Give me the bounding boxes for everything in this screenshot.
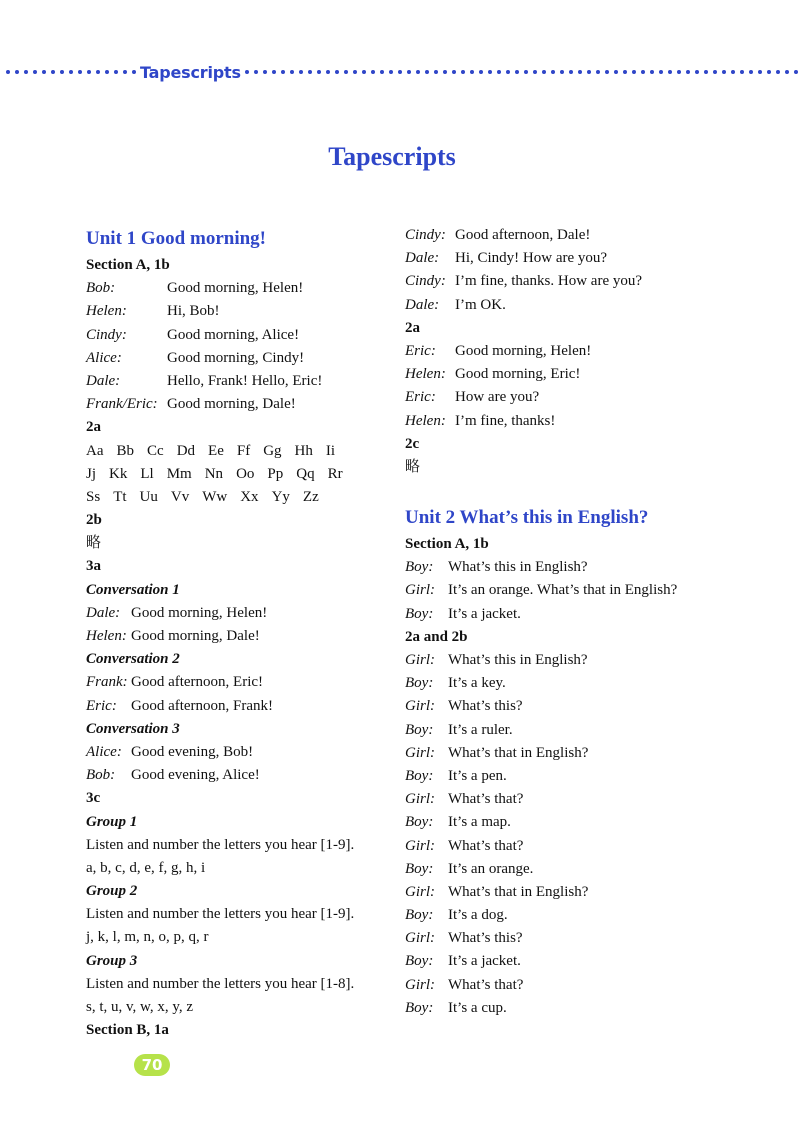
dot-divider [596, 70, 600, 74]
letter-pair: Qq [296, 465, 315, 482]
speaker-name: Girl: [405, 837, 435, 854]
speaker-name: Alice: [86, 349, 122, 366]
dialog-text: It’s a jacket. [448, 953, 521, 970]
letter-pair: Ll [140, 465, 154, 482]
letter-pair: Zz [302, 488, 319, 505]
dialog-line [86, 741, 386, 764]
dot-divider [132, 70, 136, 74]
letter-pair: Oo [236, 465, 255, 482]
dot-divider [785, 70, 789, 74]
dot-divider [452, 70, 456, 74]
conversation-3 [86, 741, 386, 787]
letter-pair: Ww [202, 488, 228, 505]
speaker-name: Boy: [405, 605, 434, 622]
conversation-title: Conversation 1 [86, 581, 180, 598]
dialog-line [405, 927, 785, 950]
unit2-dialog-2a2b [405, 649, 785, 1020]
group-instruction: Listen and number the letters you hear [1-8]. [86, 975, 355, 992]
dot-divider [114, 70, 118, 74]
speaker-name: Eric: [86, 697, 117, 714]
dot-divider [24, 70, 28, 74]
group-letters: s, t, u, v, w, x, y, z [86, 999, 194, 1015]
dialog-text: Good morning, Helen! [455, 342, 592, 359]
dialog-line [405, 904, 785, 927]
alphabet-row [86, 486, 386, 509]
dot-divider [308, 70, 312, 74]
dot-divider [713, 70, 717, 74]
dialog-line [405, 224, 785, 247]
speaker-name: Frank: [86, 674, 128, 691]
dot-divider [60, 70, 64, 74]
dot-divider [123, 70, 127, 74]
dialog-text: What’s that in English? [448, 883, 589, 900]
spacer [405, 479, 785, 503]
dialog-line [86, 602, 386, 625]
dot-divider [245, 70, 249, 74]
dot-divider [263, 70, 267, 74]
dot-divider [740, 70, 744, 74]
dot-divider [533, 70, 537, 74]
dot-divider [425, 70, 429, 74]
alphabet-row [86, 463, 386, 486]
dot-divider [407, 70, 411, 74]
dot-divider [605, 70, 609, 74]
letter-pair: Xx [240, 488, 259, 505]
speaker-name: Eric: [405, 389, 436, 406]
dialog-line [86, 370, 386, 393]
dot-divider [281, 70, 285, 74]
dot-divider [758, 70, 762, 74]
dot-divider [641, 70, 645, 74]
dialog-text: Good morning, Cindy! [167, 349, 305, 366]
dialog-text: Good afternoon, Frank! [131, 697, 274, 714]
dot-divider [42, 70, 46, 74]
group-instruction: Listen and number the letters you hear [1-9]. [86, 906, 355, 923]
exercise-heading: 3a [86, 558, 101, 575]
dialog-1b [86, 277, 386, 416]
section-b-2a-dialog [405, 340, 785, 433]
dialog-line [86, 347, 386, 370]
page-number-badge: 70 [134, 1054, 170, 1076]
omitted-text: 略 [405, 458, 421, 475]
dialog-text: It’s a pen. [448, 767, 507, 784]
speaker-name: Helen: [405, 412, 446, 429]
group-title: Group 1 [86, 813, 138, 830]
conversation-1 [86, 602, 386, 648]
speaker-name: Girl: [405, 582, 435, 599]
running-header [0, 60, 800, 84]
speaker-name: Boy: [405, 721, 434, 738]
dialog-line [405, 835, 785, 858]
dot-divider [677, 70, 681, 74]
dot-divider [776, 70, 780, 74]
speaker-name: Cindy: [405, 227, 446, 243]
dialog-text: It’s a map. [448, 814, 511, 831]
dot-divider [290, 70, 294, 74]
letter-pair: Bb [116, 442, 135, 459]
dialog-text: I’m OK. [455, 296, 506, 313]
speaker-name: Boy: [405, 999, 434, 1016]
speaker-name: Girl: [405, 930, 435, 947]
dot-divider [749, 70, 753, 74]
letter-pair: Rr [327, 465, 343, 482]
speaker-name: Boy: [405, 860, 434, 877]
speaker-name: Girl: [405, 744, 435, 761]
dot-divider [254, 70, 258, 74]
dot-divider [434, 70, 438, 74]
dot-divider [632, 70, 636, 74]
speaker-name: Cindy: [86, 326, 127, 343]
header-dots-left [0, 70, 140, 74]
dot-divider [479, 70, 483, 74]
dot-divider [560, 70, 564, 74]
dot-divider [78, 70, 82, 74]
speaker-name: Girl: [405, 883, 435, 900]
letter-pair: Nn [204, 465, 224, 482]
dialog-line [405, 672, 785, 695]
dialog-line [405, 270, 785, 293]
dialog-text: What’s this? [448, 930, 523, 947]
dialog-line [405, 765, 785, 788]
dot-divider [524, 70, 528, 74]
dialog-line [405, 247, 785, 270]
speaker-name: Dale: [405, 296, 440, 313]
dot-divider [389, 70, 393, 74]
alphabet-row [86, 440, 386, 463]
running-header-label: Tapescripts [140, 62, 241, 82]
dialog-text: It’s a ruler. [448, 721, 513, 738]
speaker-name: Boy: [405, 907, 434, 924]
dialog-text: What’s that? [448, 791, 524, 808]
section-b-dialog [405, 224, 785, 317]
dot-divider [686, 70, 690, 74]
exercise-heading: 2a [86, 419, 101, 436]
dialog-text: I’m fine, thanks! [455, 412, 556, 429]
letter-pair: Tt [113, 488, 127, 505]
dot-divider [704, 70, 708, 74]
dialog-line [86, 625, 386, 648]
dot-divider [497, 70, 501, 74]
speaker-name: Girl: [405, 791, 435, 808]
dot-divider [335, 70, 339, 74]
letter-pair: Uu [139, 488, 158, 505]
group-title: Group 2 [86, 883, 138, 900]
dialog-line [86, 695, 386, 718]
speaker-name: Helen: [86, 303, 127, 320]
dot-divider [353, 70, 357, 74]
dialog-text: Hello, Frank! Hello, Eric! [167, 372, 323, 389]
dot-divider [668, 70, 672, 74]
dialog-line [405, 974, 785, 997]
speaker-name: Boy: [405, 953, 434, 970]
conversation-2 [86, 671, 386, 717]
dot-divider [650, 70, 654, 74]
letter-pair: Jj [86, 465, 97, 482]
dialog-text: It’s an orange. [448, 860, 534, 877]
dialog-line [405, 410, 785, 433]
section-heading: Section B, 1a [86, 1022, 169, 1039]
dialog-line [405, 603, 785, 626]
letter-pair: Mm [166, 465, 192, 482]
dialog-line [86, 393, 386, 416]
dot-divider [326, 70, 330, 74]
dialog-line [405, 811, 785, 834]
letter-pair: Hh [294, 442, 313, 459]
dialog-line [86, 277, 386, 300]
speaker-name: Bob: [86, 767, 116, 784]
speaker-name: Eric: [405, 342, 436, 359]
dot-divider [272, 70, 276, 74]
dialog-text: How are you? [455, 389, 540, 406]
letter-pair: Dd [176, 442, 196, 459]
dialog-line [86, 764, 386, 787]
dot-divider [371, 70, 375, 74]
dot-divider [443, 70, 447, 74]
dot-divider [488, 70, 492, 74]
speaker-name: Girl: [405, 976, 435, 993]
letter-pair: Ff [236, 442, 251, 459]
dialog-line [405, 788, 785, 811]
dot-divider [587, 70, 591, 74]
dialog-line [86, 671, 386, 694]
dot-divider [51, 70, 55, 74]
dialog-text: It’s a cup. [448, 999, 507, 1016]
speaker-name: Dale: [86, 604, 121, 621]
dialog-line [405, 858, 785, 881]
unit2-title: Unit 2 What’s this in English? [405, 507, 649, 529]
speaker-name: Boy: [405, 767, 434, 784]
dialog-line [405, 695, 785, 718]
dot-divider [659, 70, 663, 74]
dot-divider [461, 70, 465, 74]
dot-divider [87, 70, 91, 74]
dialog-text: Good morning, Eric! [455, 366, 581, 383]
letter-pair: Vv [170, 488, 190, 505]
exercise-heading: 2c [405, 435, 420, 452]
exercise-heading: 3c [86, 790, 101, 807]
speaker-name: Cindy: [405, 273, 446, 290]
group-title: Group 3 [86, 952, 138, 969]
header-dots-right [241, 70, 800, 74]
dot-divider [344, 70, 348, 74]
dot-divider [380, 70, 384, 74]
dot-divider [6, 70, 10, 74]
dot-divider [614, 70, 618, 74]
dialog-text: Good morning, Dale! [131, 628, 260, 644]
dialog-line [405, 950, 785, 973]
dialog-line [405, 579, 785, 602]
dialog-line [405, 881, 785, 904]
dot-divider [623, 70, 627, 74]
dot-divider [105, 70, 109, 74]
right-column [405, 224, 785, 1020]
dialog-text: Good evening, Bob! [131, 743, 254, 760]
speaker-name: Girl: [405, 698, 435, 715]
speaker-name: Bob: [86, 280, 116, 297]
dot-divider [542, 70, 546, 74]
letter-pair: Yy [271, 488, 290, 505]
speaker-name: Frank/Eric: [86, 396, 158, 413]
letter-pair: Gg [263, 442, 282, 459]
dialog-text: Good evening, Alice! [131, 767, 260, 784]
dialog-text: Good morning, Helen! [167, 280, 304, 297]
section-heading: Section A, 1b [86, 257, 170, 273]
dot-divider [722, 70, 726, 74]
conversation-title: Conversation 3 [86, 720, 180, 737]
omitted-text: 略 [86, 535, 102, 552]
letter-pair: Pp [267, 465, 284, 482]
dialog-line [405, 556, 785, 579]
dialog-line [405, 386, 785, 409]
group-letters: j, k, l, m, n, o, p, q, r [86, 929, 209, 946]
dialog-text: It’s a jacket. [448, 605, 521, 622]
letter-pair: Ss [86, 488, 101, 505]
dialog-line [405, 294, 785, 317]
speaker-name: Boy: [405, 814, 434, 831]
speaker-name: Boy: [405, 559, 434, 576]
dot-divider [578, 70, 582, 74]
dialog-line [405, 340, 785, 363]
letter-pair: Ee [208, 442, 224, 459]
dialog-text: What’s that? [448, 976, 524, 993]
section-heading: Section A, 1b [405, 536, 489, 553]
left-column [86, 224, 386, 1042]
dialog-line [405, 997, 785, 1020]
group-letters: a, b, c, d, e, f, g, h, i [86, 859, 206, 876]
dialog-line [405, 742, 785, 765]
dot-divider [317, 70, 321, 74]
letter-pair: Cc [147, 442, 164, 459]
unit1-title: Unit 1 Good morning! [86, 228, 266, 249]
dialog-text: What’s this in English? [448, 652, 588, 668]
unit2-dialog-1b [405, 556, 785, 626]
dot-divider [15, 70, 19, 74]
dialog-text: It’s a dog. [448, 907, 508, 924]
dot-divider [506, 70, 510, 74]
speaker-name: Girl: [405, 652, 435, 668]
exercise-heading: 2a and 2b [405, 628, 468, 645]
dialog-text: Good morning, Helen! [131, 604, 268, 621]
speaker-name: Helen: [405, 366, 446, 383]
dot-divider [569, 70, 573, 74]
dot-divider [794, 70, 798, 74]
speaker-name: Dale: [86, 372, 121, 389]
dialog-text: What’s that in English? [448, 744, 589, 761]
dot-divider [767, 70, 771, 74]
dialog-line [86, 300, 386, 323]
dialog-text: Good afternoon, Dale! [455, 227, 591, 243]
dialog-line [405, 649, 785, 672]
dialog-text: What’s that? [448, 837, 524, 854]
dialog-line [405, 719, 785, 742]
dot-divider [69, 70, 73, 74]
dialog-text: It’s a key. [448, 675, 506, 692]
dot-divider [731, 70, 735, 74]
conversation-title: Conversation 2 [86, 651, 180, 668]
speaker-name: Dale: [405, 250, 440, 267]
dot-divider [515, 70, 519, 74]
dialog-line [405, 363, 785, 386]
dot-divider [695, 70, 699, 74]
dot-divider [470, 70, 474, 74]
dot-divider [33, 70, 37, 74]
dialog-text: It’s an orange. What’s that in English? [448, 582, 678, 599]
dot-divider [416, 70, 420, 74]
letter-pair: Aa [86, 442, 104, 459]
speaker-name: Alice: [86, 743, 122, 760]
dot-divider [362, 70, 366, 74]
dialog-text: Good afternoon, Eric! [131, 674, 264, 691]
page-title: Tapescripts [328, 142, 456, 171]
dot-divider [398, 70, 402, 74]
speaker-name: Boy: [405, 675, 434, 692]
dot-divider [299, 70, 303, 74]
dialog-text: Good morning, Alice! [167, 326, 300, 343]
dialog-text: Hi, Bob! [167, 303, 220, 320]
dialog-text: What’s this in English? [448, 559, 588, 576]
dialog-text: I’m fine, thanks. How are you? [455, 273, 643, 290]
dot-divider [96, 70, 100, 74]
letter-pair: Ii [325, 442, 336, 459]
exercise-heading: 2a [405, 319, 420, 336]
dialog-text: Hi, Cindy! How are you? [455, 250, 608, 267]
dot-divider [551, 70, 555, 74]
dialog-text: What’s this? [448, 698, 523, 715]
exercise-heading: 2b [86, 512, 102, 529]
speaker-name: Helen: [86, 628, 127, 644]
letter-pair: Kk [109, 465, 128, 482]
dialog-line [86, 324, 386, 347]
group-instruction: Listen and number the letters you hear [1-9]. [86, 836, 355, 853]
dialog-text: Good morning, Dale! [167, 396, 296, 413]
